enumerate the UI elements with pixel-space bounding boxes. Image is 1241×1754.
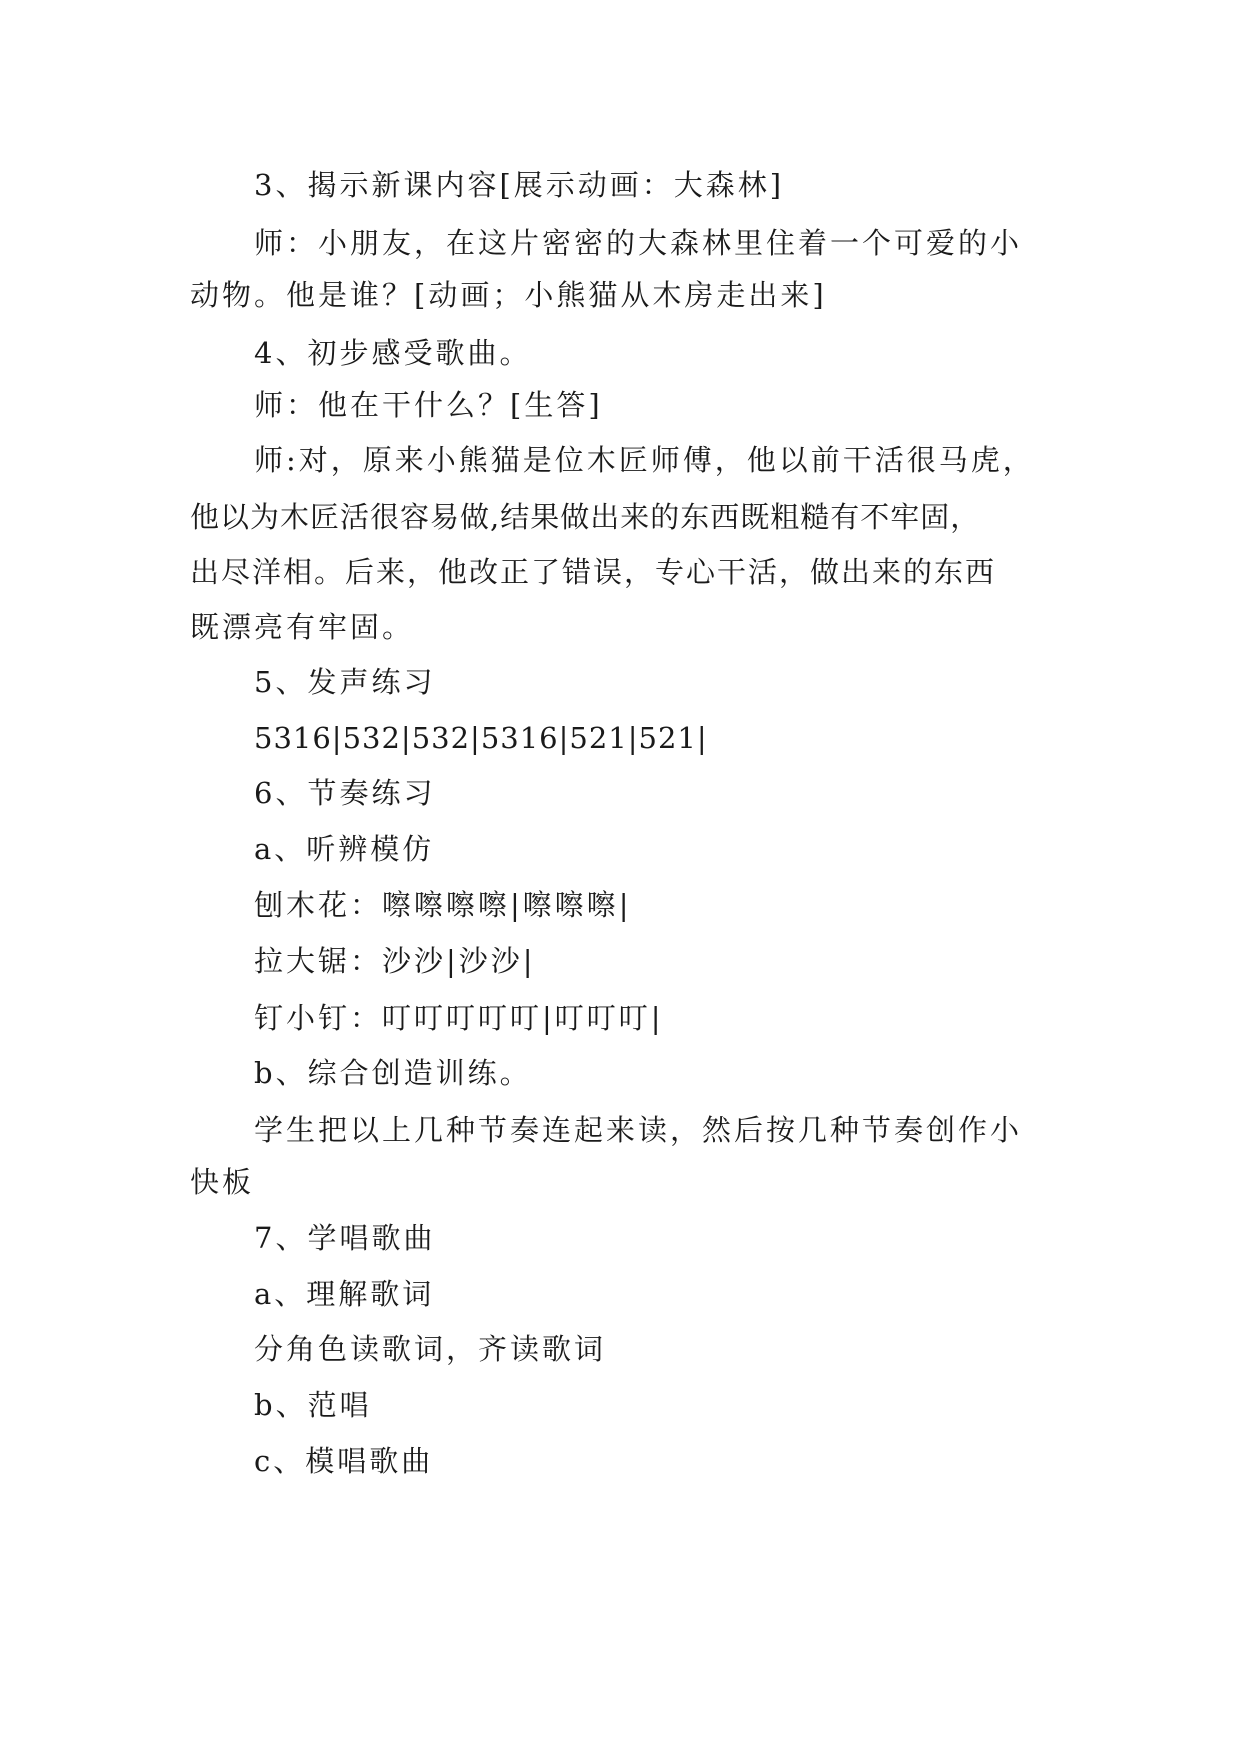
text-line: 动物。他是谁？[动画；小熊猫从木房走出来] (190, 278, 827, 312)
text-line: c、模唱歌曲 (254, 1444, 434, 1478)
text-line: 师：他在干什么？[生答] (254, 388, 603, 422)
text-line: 5316|532|532|5316|521|521| (254, 721, 708, 755)
text-line: a、听辨模仿 (254, 832, 435, 866)
text-line: 刨木花：嚓嚓嚓嚓|嚓嚓嚓| (254, 888, 632, 922)
text-line: 他以为木匠活很容易做,结果做出来的东西既粗糙有不牢固， (190, 500, 981, 534)
text-line: b、范唱 (254, 1388, 372, 1422)
text-line: 师：小朋友，在这片密密的大森林里住着一个可爱的小 (254, 226, 1023, 260)
text-line: 4、初步感受歌曲。 (254, 336, 532, 370)
text-line: 5、发声练习 (254, 665, 436, 699)
text-line: 钉小钉：叮叮叮叮叮|叮叮叮| (254, 1001, 664, 1035)
text-line: 6、节奏练习 (254, 776, 436, 810)
text-line: 学生把以上几种节奏连起来读，然后按几种节奏创作小 (254, 1113, 1023, 1147)
text-line: 既漂亮有牢固。 (190, 610, 415, 644)
text-line: 分角色读歌词，齐读歌词 (254, 1332, 607, 1366)
text-line: 快板 (190, 1165, 255, 1199)
text-line: 7、学唱歌曲 (254, 1221, 436, 1255)
text-line: 拉大锯：沙沙|沙沙| (254, 944, 536, 978)
text-line: b、综合创造训练。 (254, 1056, 532, 1090)
text-line: a、理解歌词 (254, 1277, 435, 1311)
text-line: 出尽洋相。后来，他改正了错误，专心干活，做出来的东西 (190, 555, 997, 589)
text-line: 师:对，原来小熊猫是位木匠师傅，他以前干活很马虎， (254, 443, 1035, 477)
text-line: 3、揭示新课内容[展示动画：大森林] (254, 168, 785, 202)
